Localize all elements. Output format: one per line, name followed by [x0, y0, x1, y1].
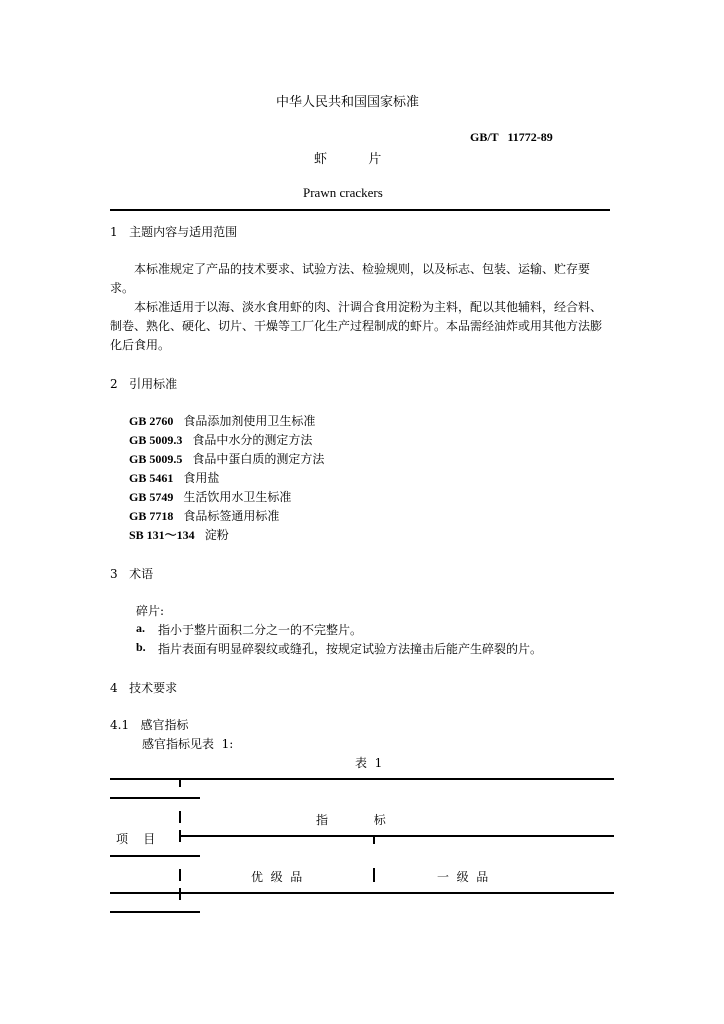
header-rule [110, 209, 610, 211]
table-stub-divider [179, 811, 181, 823]
section-4-heading: 4 技术要求 [110, 681, 178, 695]
table-header-first-grade: 一 级 品 [437, 870, 489, 884]
table-header-index: 指 标 [316, 813, 386, 827]
table-stub-divider [179, 778, 181, 787]
table-header-premium-grade: 优 级 品 [251, 870, 303, 884]
reference-item [129, 488, 291, 505]
document-title-zh: 虾 片 [314, 152, 382, 167]
section-1-paragraph-1: 本标准规定了产品的技术要求、试验方法、检验规则，以及标志、包装、运输、贮存要求。 [110, 262, 591, 295]
reference-title: 淀粉 [204, 528, 229, 542]
term-item-a-label: a. [136, 621, 145, 635]
reference-item [129, 450, 324, 467]
reference-code: GB 5461 [129, 471, 174, 485]
table-column-divider [373, 837, 375, 844]
reference-code: GB 5009.3 [129, 433, 183, 447]
section-2-heading: 2 引用标准 [110, 377, 178, 391]
reference-code: SB 131～134 [129, 528, 195, 542]
section-3-heading: 3 术语 [110, 567, 154, 581]
table-top-rule [110, 778, 614, 780]
section-1-paragraph-2: 本标准适用于以海、淡水食用虾的肉、汁调合食用淀粉为主料，配以其他辅料，经合料、制卷、熟化、硬化、切片、干燥等工厂化生产过程制成的虾片。本品需经油炸或用其他方法膨化后食用。 [110, 300, 603, 352]
reference-item [129, 469, 219, 486]
reference-title: 食品添加剂使用卫生标准 [183, 414, 316, 428]
reference-code: GB 7718 [129, 509, 174, 523]
table-stub-divider [179, 869, 181, 881]
term-item-a-text: 指小于整片面积二分之一的不完整片。 [158, 623, 363, 637]
table-caption: 表 1 [355, 756, 383, 770]
reference-code: GB 2760 [129, 414, 174, 428]
reference-title: 食品中水分的测定方法 [192, 433, 313, 447]
table-column-divider [373, 868, 375, 882]
table-stub-rule [110, 797, 200, 799]
table-stub-divider [179, 888, 181, 900]
section-1-heading: 1 主题内容与适用范围 [110, 225, 238, 239]
reference-item [129, 526, 229, 543]
section-1-body [110, 260, 610, 355]
reference-title: 生活饮用水卫生标准 [183, 490, 292, 504]
table-stub-rule [110, 855, 200, 857]
term-item-b-label: b. [136, 640, 146, 654]
reference-item [129, 507, 279, 524]
reference-title: 食品标签通用标准 [183, 509, 280, 523]
standard-code: GB/T 11772-89 [470, 130, 553, 144]
reference-title: 食用盐 [183, 471, 220, 485]
table-stub-divider [179, 830, 181, 842]
subsection-4-1-heading: 4.1 感官指标 [110, 718, 189, 732]
term-item-b-text: 指片表面有明显碎裂纹或缝孔，按规定试验方法撞击后能产生碎裂的片。 [158, 642, 543, 656]
standard-category: 中华人民共和国国家标准 [276, 95, 420, 110]
term-label: 碎片: [136, 604, 165, 618]
table-stub-rule [110, 911, 200, 913]
reference-title: 食品中蛋白质的测定方法 [192, 452, 325, 466]
table-header-item: 项 目 [116, 832, 156, 846]
reference-item [129, 431, 312, 448]
reference-code: GB 5009.5 [129, 452, 183, 466]
table-header-split-rule [180, 835, 614, 837]
reference-code: GB 5749 [129, 490, 174, 504]
table-header-bottom-rule [110, 892, 614, 894]
document-title-en: Prawn crackers [303, 185, 383, 200]
reference-item [129, 412, 315, 429]
subsection-4-1-text: 感官指标见表 1: [142, 737, 234, 751]
